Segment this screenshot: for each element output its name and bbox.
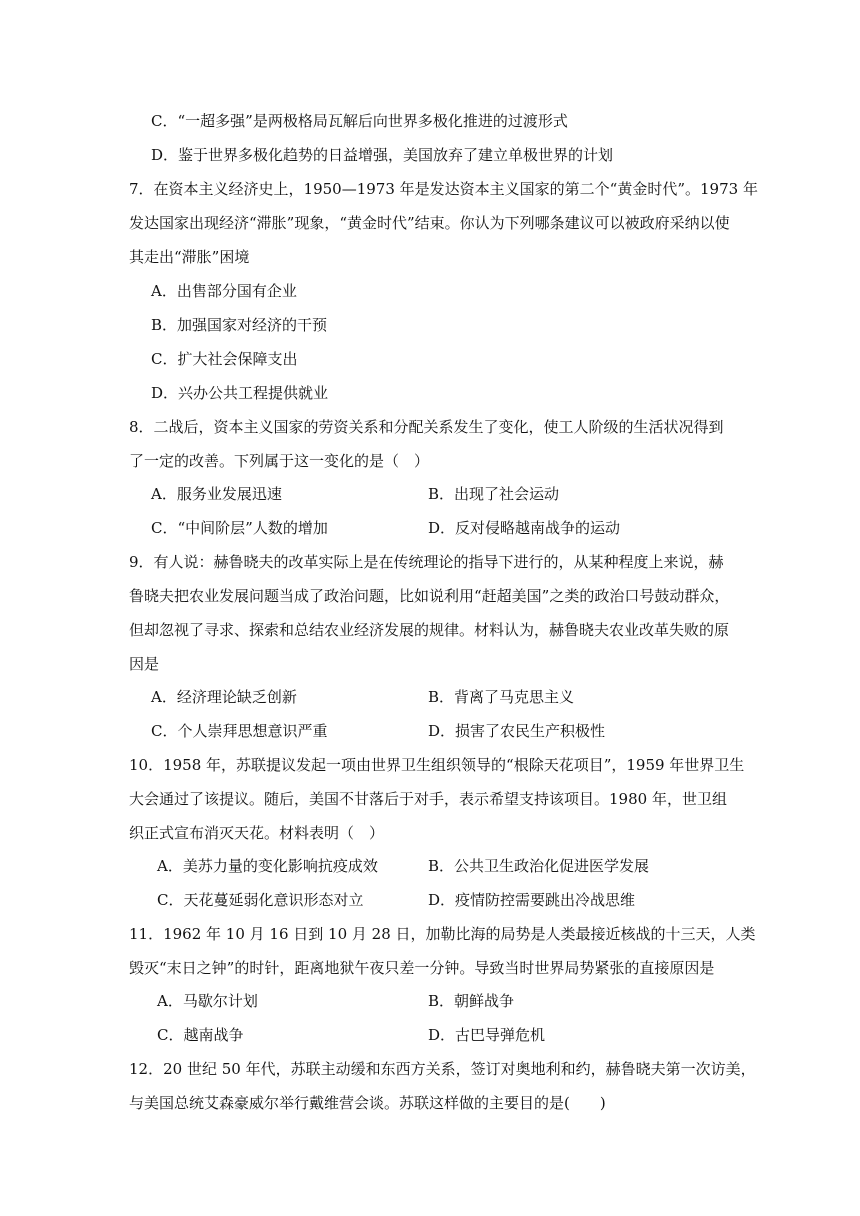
- q6-option-d: D．鉴于世界多极化趋势的日益增强，美国放弃了建立单极世界的计划: [151, 146, 614, 164]
- q11-option-b: B．朝鲜战争: [428, 992, 515, 1010]
- q11-option-d: D．古巴导弹危机: [428, 1026, 546, 1044]
- q11-option-c: C．越南战争: [157, 1026, 244, 1044]
- q12-stem-line-2: 与美国总统艾森豪威尔举行戴维营会谈。苏联这样做的主要目的是( ): [129, 1094, 606, 1112]
- q12-stem-line-1: 12．20 世纪 50 年代，苏联主动缓和东西方关系，签订对奥地利和约，赫鲁晓夫第一次访美，: [129, 1060, 756, 1078]
- q9-stem-line-4: 因是: [129, 655, 160, 673]
- q10-stem-line-1: 10．1958 年，苏联提议发起一项由世界卫生组织领导的“根除天花项目”，1959 年世界卫生: [129, 756, 745, 774]
- q8-stem-line-2: 了一定的改善。下列属于这一变化的是（ ）: [129, 452, 430, 470]
- q11-stem-line-1: 11．1962 年 10 月 16 日到 10 月 28 日，加勒比海的局势是人类最接近核战的十三天，人类: [129, 925, 756, 943]
- q10-stem-line-2: 大会通过了该提议。随后，美国不甘落后于对手，表示希望支持该项目。1980 年，世卫组: [129, 790, 727, 808]
- q7-stem-line-3: 其走出“滞胀”困境: [129, 248, 250, 266]
- q9-option-b: B．背离了马克思主义: [428, 688, 575, 706]
- q6-option-c: C．“一超多强”是两极格局瓦解后向世界多极化推进的过渡形式: [151, 112, 568, 130]
- q8-stem-line-1: 8．二战后，资本主义国家的劳资关系和分配关系发生了变化，使工人阶级的生活状况得到: [129, 418, 724, 436]
- q7-option-d: D．兴办公共工程提供就业: [151, 384, 329, 402]
- q9-option-a: A．经济理论缺乏创新: [151, 688, 297, 706]
- q9-option-c: C．个人崇拜思想意识严重: [151, 722, 328, 740]
- q7-option-c: C．扩大社会保障支出: [151, 350, 298, 368]
- q9-stem-line-1: 9．有人说：赫鲁晓夫的改革实际上是在传统理论的指导下进行的，从某种程度上来说，赫: [129, 553, 724, 571]
- q8-option-c: C．“中间阶层”人数的增加: [151, 519, 328, 537]
- q10-option-c: C．天花蔓延弱化意识形态对立: [157, 891, 364, 909]
- q8-option-a: A．服务业发展迅速: [151, 485, 282, 503]
- q9-stem-line-3: 但却忽视了寻求、探索和总结农业经济发展的规律。材料认为，赫鲁晓夫农业改革失败的原: [129, 621, 730, 639]
- q9-option-d: D．损害了农民生产积极性: [428, 722, 606, 740]
- q10-option-a: A．美苏力量的变化影响抗疫成效: [157, 857, 378, 875]
- q11-stem-line-2: 毁灭“末日之钟”的时针，距离地狱午夜只差一分钟。导致当时世界局势紧张的直接原因是: [129, 959, 715, 977]
- q7-stem-line-1: 7．在资本主义经济史上，1950—1973 年是发达资本主义国家的第二个“黄金时代”。1973 年: [129, 180, 758, 198]
- q10-stem-line-3: 织正式宣布消灭天花。材料表明（ ）: [129, 824, 385, 842]
- q7-option-a: A．出售部分国有企业: [151, 282, 297, 300]
- q9-stem-line-2: 鲁晓夫把农业发展问题当成了政治问题，比如说利用“赶超美国”之类的政治口号鼓动群众，: [129, 587, 730, 605]
- q10-option-d: D．疫情防控需要跳出冷战思维: [428, 891, 636, 909]
- q10-option-b: B．公共卫生政治化促进医学发展: [428, 857, 650, 875]
- q8-option-d: D．反对侵略越南战争的运动: [428, 519, 621, 537]
- q7-stem-line-2: 发达国家出现经济“滞胀”现象，“黄金时代”结束。你认为下列哪条建议可以被政府采纳以使: [129, 214, 730, 232]
- q8-option-b: B．出现了社会运动: [428, 485, 560, 503]
- q11-option-a: A．马歇尔计划: [157, 992, 258, 1010]
- q7-option-b: B．加强国家对经济的干预: [151, 316, 328, 334]
